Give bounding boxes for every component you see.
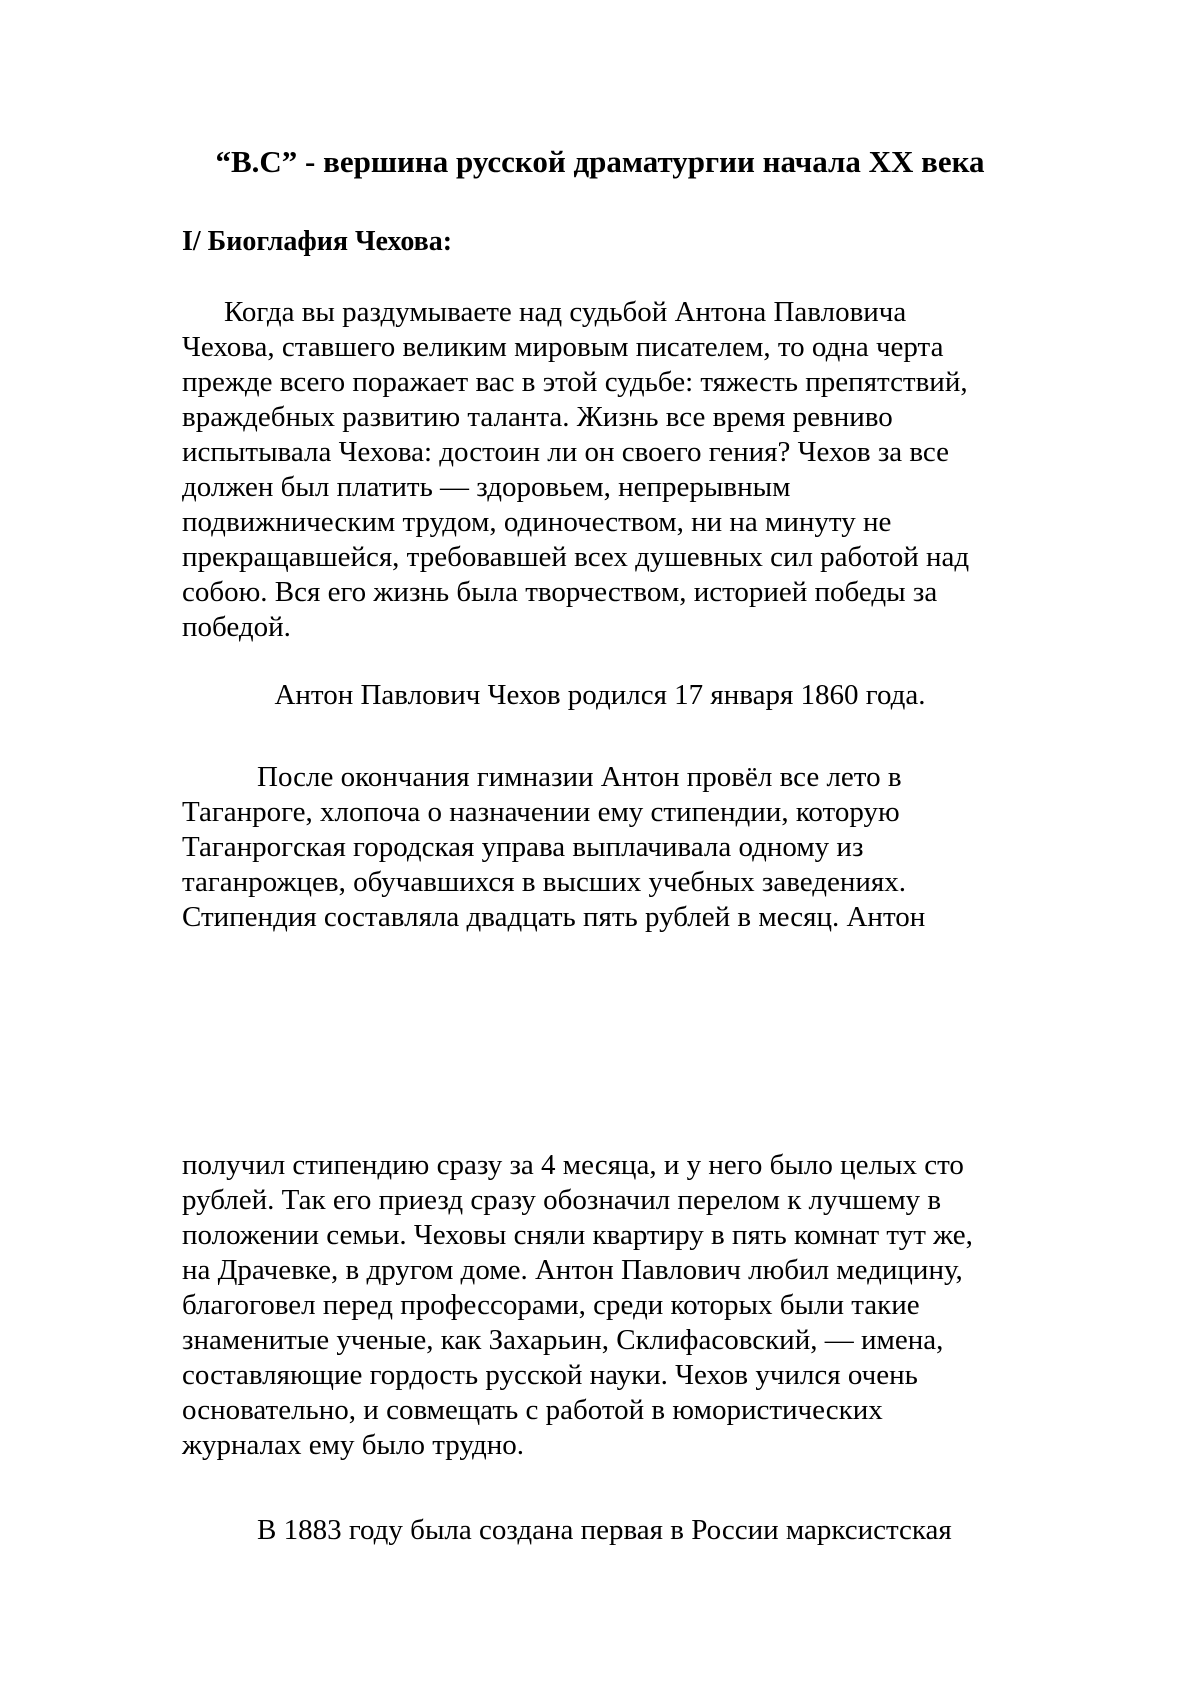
paragraph-line: таганрожцев, обучавшихся в высших учебных заведениях. — [182, 866, 907, 898]
paragraph-line: основательно, и совмещать с работой в юмористических — [182, 1394, 883, 1426]
paragraph-line: собою. Вся его жизнь была творчеством, историей победы за — [182, 576, 938, 608]
paragraph-line: Таганроге, хлопоча о назначении ему стипендии, которую — [182, 796, 900, 828]
paragraph-line: В 1883 году была создана первая в России марксистская — [257, 1514, 952, 1546]
paragraph-line: рублей. Так его приезд сразу обозначил перелом к лучшему в — [182, 1184, 942, 1216]
paragraph-medicine — [182, 1148, 1022, 1463]
paragraph-line: победой. — [182, 611, 291, 643]
paragraph-line: Когда вы раздумываете над судьбой Антона Павловича — [224, 296, 907, 328]
paragraph-line: составляющие гордость русской науки. Чехов учился очень — [182, 1359, 918, 1391]
paragraph-line: прежде всего поражает вас в этой судьбе: тяжесть препятствий, — [182, 366, 968, 398]
paragraph-line: враждебных развитию таланта. Жизнь все время ревниво — [182, 401, 893, 433]
document-title: “В.С” - вершина русской драматургии начала XX века — [215, 144, 985, 179]
paragraph-line: После окончания гимназии Антон провёл все лето в — [257, 761, 902, 793]
birth-date-line: Антон Павлович Чехов родился 17 января 1860 года. — [274, 679, 926, 711]
paragraph-line: на Драчевке, в другом доме. Антон Павлович любил медицину, — [182, 1254, 963, 1286]
paragraph-line: прекращавшейся, требовавшей всех душевных сил работой над — [182, 541, 970, 573]
paragraph-line: получил стипендию сразу за 4 месяца, и у него было целых сто — [182, 1149, 964, 1181]
paragraph-line: положении семьи. Чеховы сняли квартиру в пять комнат тут же, — [182, 1219, 973, 1251]
paragraph-scholarship — [182, 760, 1022, 935]
section-heading: I/ Биоглафия Чехова: — [182, 226, 453, 257]
paragraph-line: подвижническим трудом, одиночеством, ни на минуту не — [182, 506, 892, 538]
paragraph-line: должен был платить — здоровьем, непрерывным — [182, 471, 791, 503]
paragraph-line: Таганрогская городская управа выплачивала одному из — [182, 831, 864, 863]
paragraph-line: Стипендия составляла двадцать пять рублей в месяц. Антон — [182, 901, 926, 933]
paragraph-line: журналах ему было трудно. — [182, 1429, 525, 1461]
paragraph-chekhov-fate — [182, 295, 1022, 645]
paragraph-marxist — [182, 1513, 1022, 1548]
paragraph-line: благоговел перед профессорами, среди которых были такие — [182, 1289, 920, 1321]
paragraph-line: Чехова, ставшего великим мировым писателем, то одна черта — [182, 331, 944, 363]
paragraph-line: испытывала Чехова: достоин ли он своего гения? Чехов за все — [182, 436, 950, 468]
paragraph-line: знаменитые ученые, как Захарьин, Склифасовский, — имена, — [182, 1324, 944, 1356]
